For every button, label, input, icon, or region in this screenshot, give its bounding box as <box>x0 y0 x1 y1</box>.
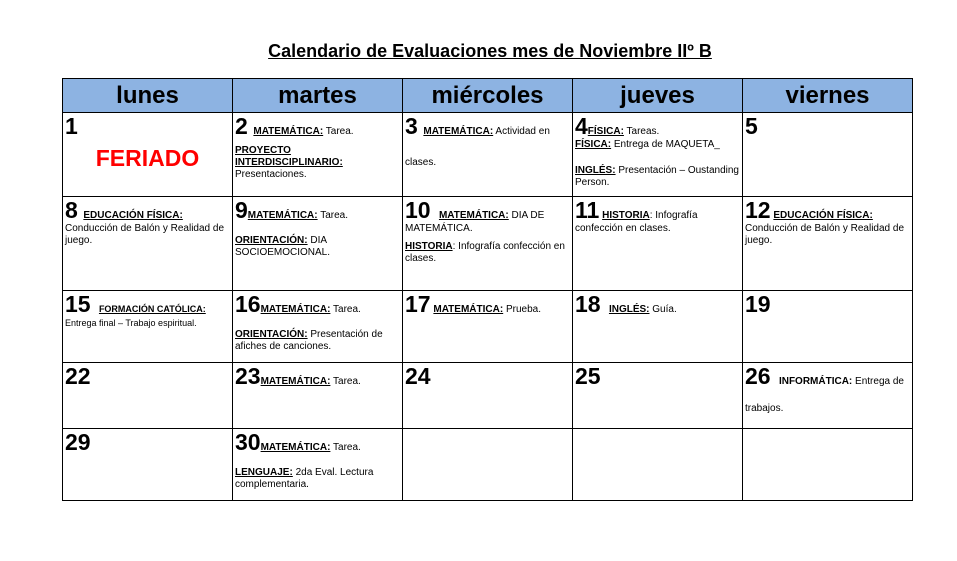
day-number: 19 <box>745 291 771 317</box>
day-cell <box>63 113 233 197</box>
day-cell <box>233 291 403 363</box>
evaluation-text: Entrega de <box>852 376 904 387</box>
day-cell <box>743 363 913 429</box>
subject-label: FÍSICA: <box>587 126 624 137</box>
day-cell <box>743 291 913 363</box>
header-jueves: jueves <box>573 79 743 113</box>
subject-label: HISTORIA <box>405 241 453 252</box>
subject-label: EDUCACIÓN FÍSICA: <box>83 210 183 221</box>
week-row <box>63 429 913 501</box>
day-number: 24 <box>405 363 431 389</box>
evaluation-text: clases. <box>405 157 437 168</box>
day-cell <box>233 363 403 429</box>
day-cell <box>63 291 233 363</box>
subject-label: MATEMÁTICA: <box>260 376 331 387</box>
subject-label: MATEMÁTICA: <box>247 210 318 221</box>
subject-label: MATEMÁTICA: <box>260 304 331 315</box>
evaluation-text: Conducción de Balón y Realidad de juego. <box>65 223 224 246</box>
subject-label: ORIENTACIÓN: <box>235 235 308 246</box>
day-cell <box>233 113 403 197</box>
page-title: Calendario de Evaluaciones mes de Noviembre IIº B <box>268 41 712 61</box>
day-cell <box>573 363 743 429</box>
day-cell <box>403 363 573 429</box>
subject-label: INGLÉS: <box>575 165 616 176</box>
day-cell <box>403 197 573 291</box>
evaluation-text: Tarea. <box>330 442 361 453</box>
day-cell <box>573 113 743 197</box>
subject-label: MATEMÁTICA: <box>423 126 494 137</box>
day-number: 4 <box>575 113 588 139</box>
day-number: 17 <box>405 291 431 317</box>
week-row <box>63 291 913 363</box>
evaluation-text: Tarea. <box>330 304 361 315</box>
week-row <box>63 113 913 197</box>
subject-label: LENGUAJE: <box>235 467 293 478</box>
day-number: 18 <box>575 291 601 317</box>
day-number: 25 <box>575 363 601 389</box>
header-martes: martes <box>233 79 403 113</box>
evaluation-text: 2da Eval. Lectura complementaria. <box>235 467 374 490</box>
header-row <box>63 79 913 113</box>
subject-label: EDUCACIÓN FÍSICA: <box>773 210 873 221</box>
day-cell <box>573 429 743 501</box>
day-number: 30 <box>235 429 261 455</box>
evaluation-text: Tarea. <box>317 210 348 221</box>
day-cell <box>63 429 233 501</box>
day-number: 10 <box>405 197 431 223</box>
day-cell <box>573 197 743 291</box>
header-miercoles: miércoles <box>403 79 573 113</box>
subject-label: MATEMÁTICA: <box>253 126 324 137</box>
subject-label: HISTORIA <box>602 210 650 221</box>
evaluation-text: Presentaciones. <box>235 169 307 180</box>
evaluation-text: Entrega de MAQUETA_ <box>611 139 720 150</box>
day-number: 29 <box>65 429 91 455</box>
evaluation-text: Presentación de afiches de canciones. <box>235 329 383 352</box>
day-cell <box>743 429 913 501</box>
evaluation-text: DIA SOCIOEMOCIONAL. <box>235 235 331 258</box>
day-number: 1 <box>65 113 78 139</box>
subject-label: PROYECTO INTERDISCIPLINARIO: <box>235 145 343 168</box>
day-number: 2 <box>235 113 248 139</box>
day-number: 22 <box>65 363 91 389</box>
day-number: 15 <box>65 291 91 317</box>
day-number: 9 <box>235 197 248 223</box>
day-cell <box>403 291 573 363</box>
week-row <box>63 363 913 429</box>
evaluation-text: : Infografía confección en clases. <box>575 210 698 234</box>
day-number: 16 <box>235 291 261 317</box>
day-cell <box>403 113 573 197</box>
evaluation-text: Tarea. <box>330 376 361 387</box>
evaluation-text: Tareas. <box>623 126 660 137</box>
day-number: 26 <box>745 363 771 389</box>
evaluation-text: Prueba. <box>503 304 541 315</box>
day-number: 12 <box>745 197 771 223</box>
day-cell <box>63 197 233 291</box>
header-viernes: viernes <box>743 79 913 113</box>
calendar-table <box>62 78 913 501</box>
subject-label: INFORMÁTICA: <box>778 376 853 387</box>
subject-label: FORMACIÓN CATÓLICA: <box>98 304 206 314</box>
day-number: 8 <box>65 197 78 223</box>
subject-label: MATEMÁTICA: <box>260 442 331 453</box>
subject-label: MATEMÁTICA: <box>438 210 509 221</box>
evaluation-text: Entrega final – Trabajo espiritual. <box>65 318 197 328</box>
subject-label: ORIENTACIÓN: <box>235 329 308 340</box>
evaluation-text: trabajos. <box>745 403 784 414</box>
subject-label: FÍSICA: <box>575 139 612 150</box>
holiday-label: FERIADO <box>95 145 200 171</box>
day-number: 5 <box>745 113 758 139</box>
evaluation-text: Guía. <box>649 304 677 315</box>
day-cell <box>743 197 913 291</box>
day-cell <box>63 363 233 429</box>
day-number: 23 <box>235 363 261 389</box>
day-cell <box>573 291 743 363</box>
evaluation-text: DIA DE MATEMÁTICA. <box>405 210 545 234</box>
evaluation-text: : Infografía confección en clases. <box>405 241 565 264</box>
day-cell <box>233 429 403 501</box>
subject-label: INGLÉS: <box>608 304 650 315</box>
day-cell <box>743 113 913 197</box>
evaluation-text: Presentación – Oustanding Person. <box>575 165 739 188</box>
day-number: 11 <box>575 197 600 223</box>
week-row <box>63 197 913 291</box>
evaluation-text: Actividad en <box>493 126 550 137</box>
header-lunes: lunes <box>63 79 233 113</box>
evaluation-text: Conducción de Balón y Realidad de juego. <box>745 223 904 246</box>
subject-label: MATEMÁTICA: <box>433 304 504 315</box>
day-cell <box>233 197 403 291</box>
evaluation-text: Tarea. <box>323 126 354 137</box>
day-number: 3 <box>405 113 418 139</box>
day-cell <box>403 429 573 501</box>
